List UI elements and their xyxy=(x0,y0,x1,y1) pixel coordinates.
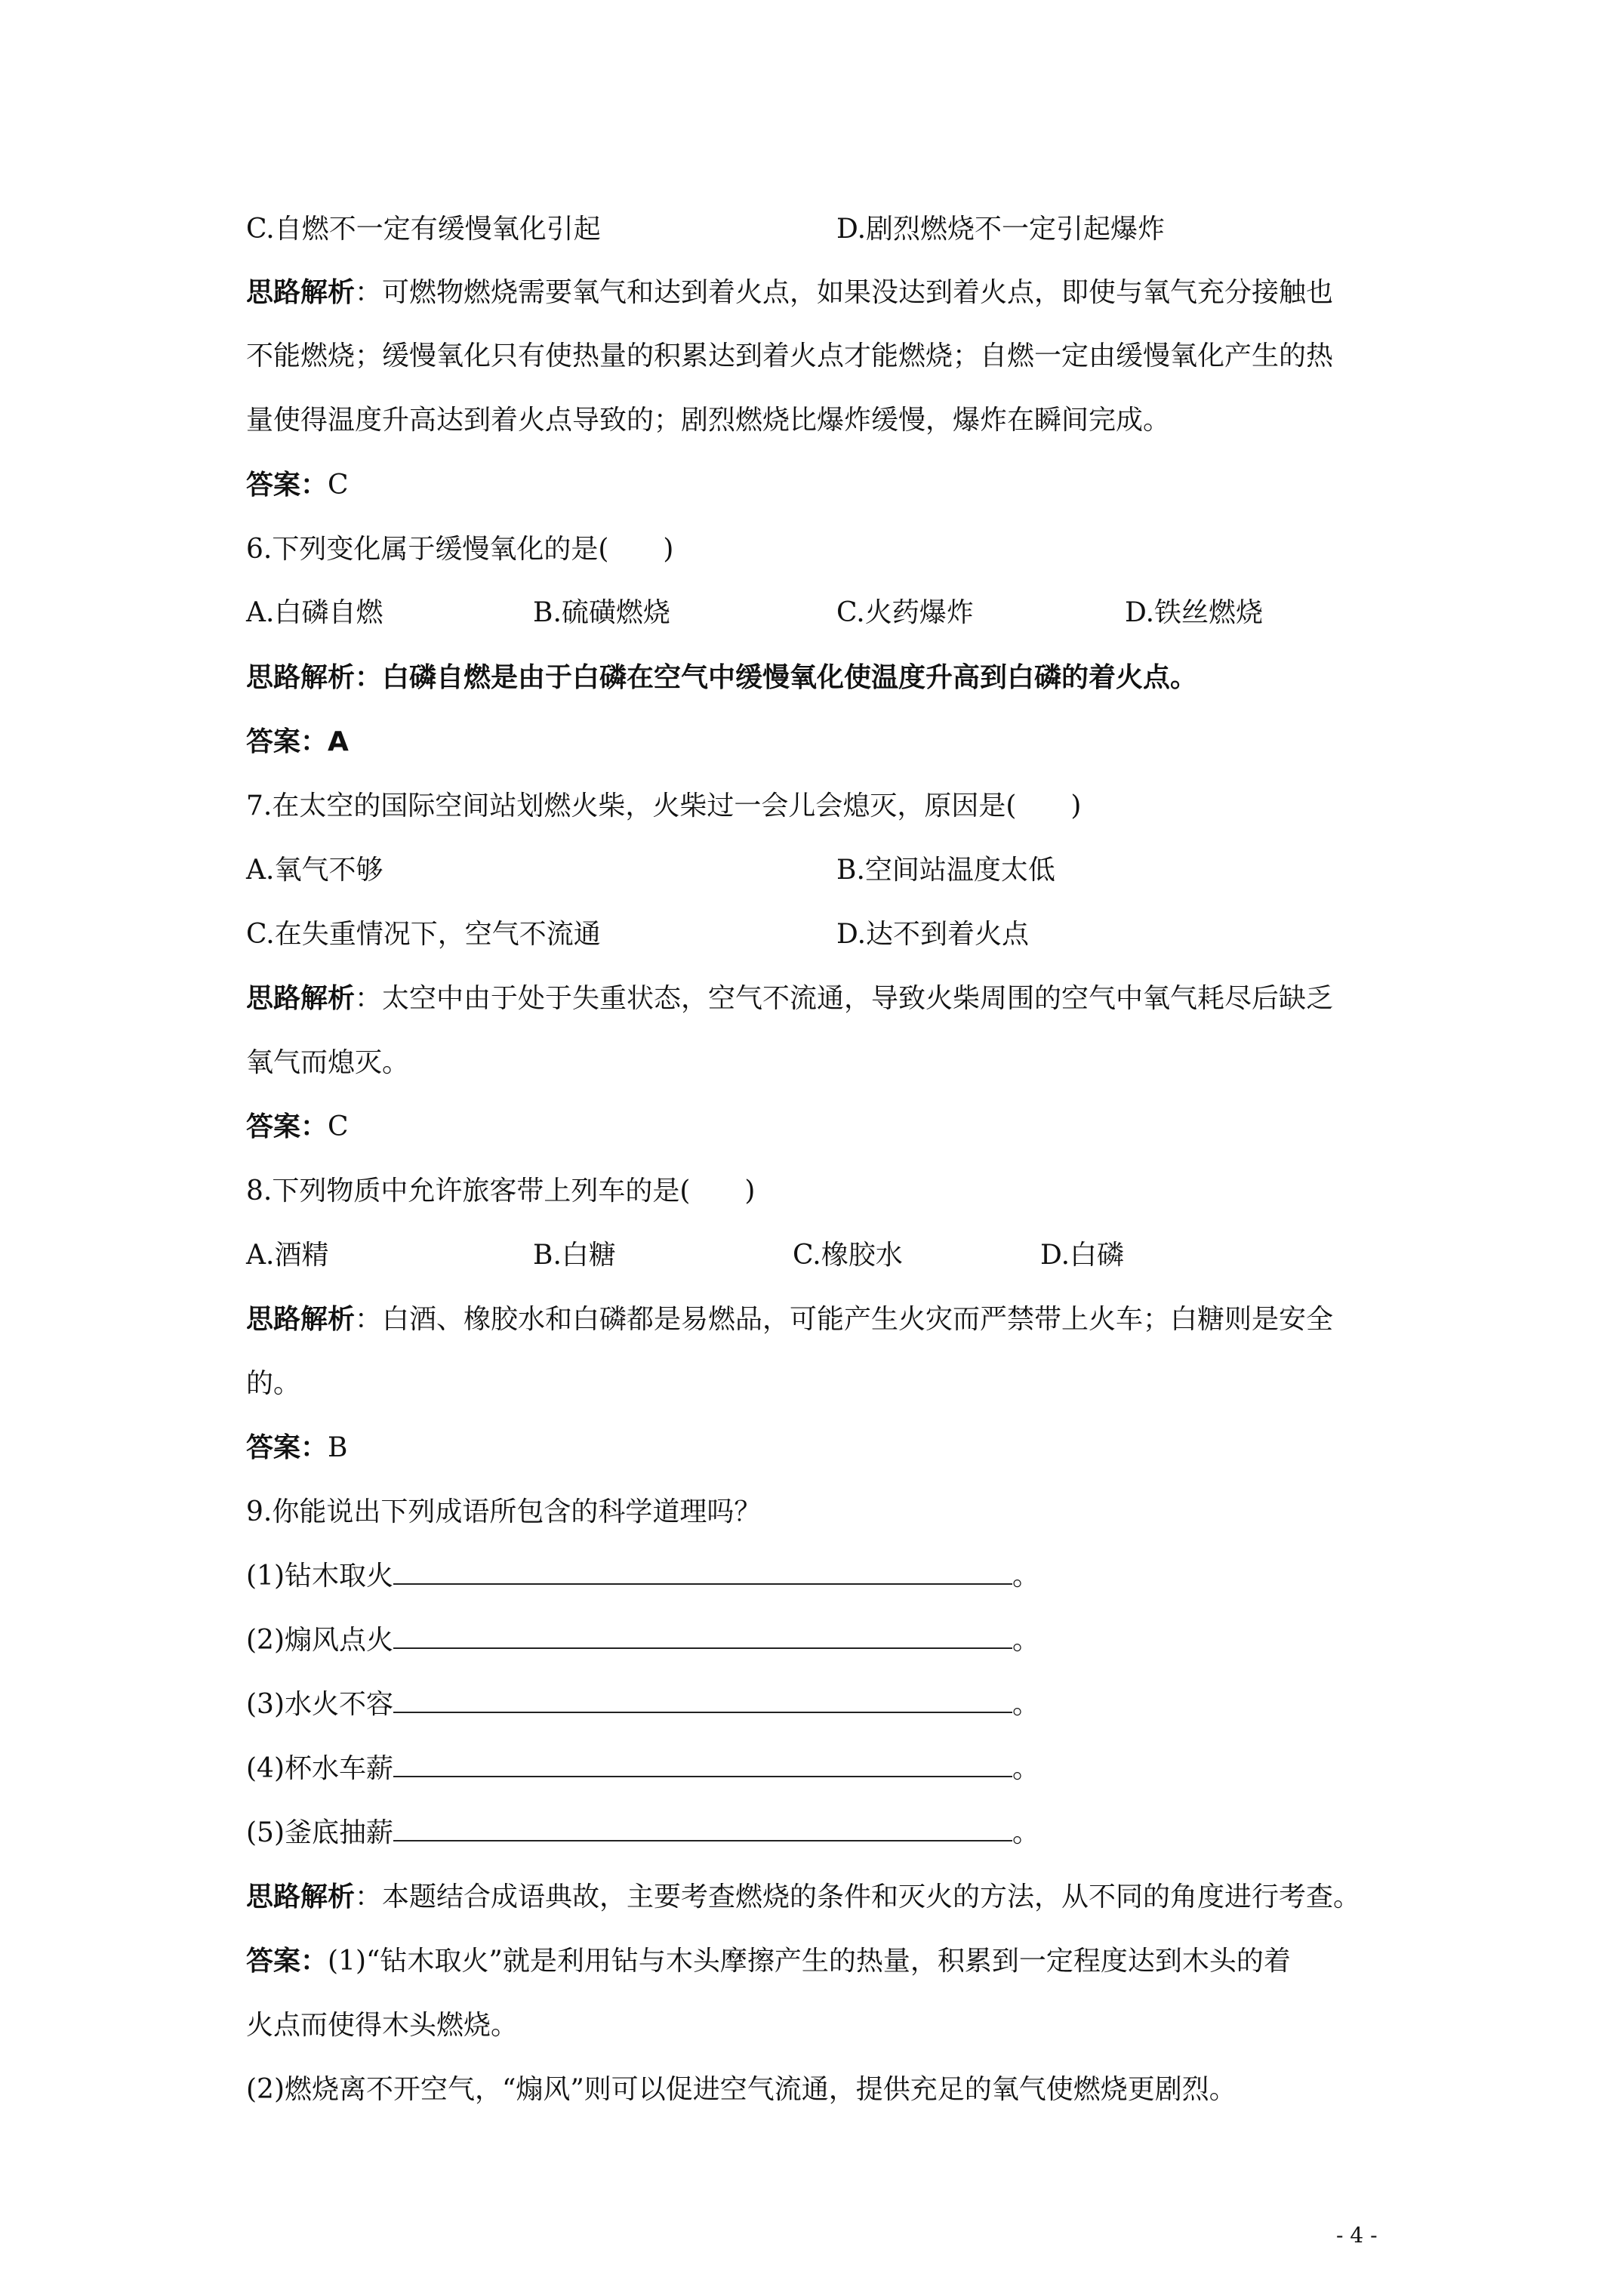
q9-analysis-line-1 xyxy=(246,1878,1360,1917)
q8-option-b: B.白糖 xyxy=(533,1240,616,1271)
q6-option-d: D.铁丝燃烧 xyxy=(1125,597,1264,628)
q8-option-a: A.酒精 xyxy=(246,1240,329,1271)
q8-option-d: D.白磷 xyxy=(1040,1240,1125,1271)
q9-item-4 xyxy=(246,1749,1039,1789)
q8-answer xyxy=(246,1428,347,1468)
analysis-label: 思路解析 xyxy=(246,1881,356,1912)
answer-blank[interactable] xyxy=(393,1814,1012,1841)
end-mark: 。 xyxy=(1012,1817,1040,1848)
q9-item-5 xyxy=(246,1814,1039,1853)
q7-stem: 7.在太空的国际空间站划燃火柴，火柴过一会儿会熄灭，原因是( ) xyxy=(246,791,1082,821)
q5-answer xyxy=(246,466,349,505)
q6-analysis-line-1 xyxy=(246,658,1197,698)
analysis-label: 思路解析 xyxy=(246,983,356,1014)
q5-analysis-line-2: 不能燃烧；缓慢氧化只有使热量的积累达到着火点才能燃烧；自燃一定由缓慢氧化产生的热 xyxy=(246,341,1334,371)
answer-blank[interactable] xyxy=(393,1750,1012,1777)
answer-blank[interactable] xyxy=(393,1622,1012,1649)
answer-blank[interactable] xyxy=(393,1686,1012,1713)
q7-option-d: D.达不到着火点 xyxy=(836,919,1030,950)
answer-label: 答案： xyxy=(246,726,328,757)
q6-option-a: A.白磷自燃 xyxy=(246,597,383,628)
q6-stem: 6.下列变化属于缓慢氧化的是( ) xyxy=(246,534,674,565)
q8-analysis-line-2: 的。 xyxy=(246,1368,301,1399)
q7-analysis-line-1 xyxy=(246,979,1333,1019)
q7-option-a: A.氧气不够 xyxy=(246,855,383,886)
answer-label: 答案： xyxy=(246,1111,328,1142)
end-mark: 。 xyxy=(1012,1561,1040,1592)
q6-option-c: C.火药爆炸 xyxy=(836,597,974,628)
analysis-text: ：太空中由于处于失重状态，空气不流通，导致火柴周围的空气中氧气耗尽后缺乏 xyxy=(355,983,1334,1014)
end-mark: 。 xyxy=(1012,1689,1040,1720)
q6-option-b: B.硫磺燃烧 xyxy=(533,597,670,628)
answer-label: 答案： xyxy=(246,470,328,501)
q9-item-label: (1)钻木取火 xyxy=(246,1561,393,1592)
q5-option-d: D.剧烈燃烧不一定引起爆炸 xyxy=(836,214,1166,245)
q6-answer xyxy=(246,723,349,762)
q5-option-c: C.自燃不一定有缓慢氧化引起 xyxy=(246,214,601,245)
q9-item-label: (2)煽风点火 xyxy=(246,1625,393,1656)
answer-label: 答案： xyxy=(246,1946,328,1977)
analysis-text: ：可燃物燃烧需要氧气和达到着火点，如果没达到着火点，即使与氧气充分接触也 xyxy=(355,277,1334,308)
q9-item-3 xyxy=(246,1685,1039,1724)
q9-item-1 xyxy=(246,1557,1039,1596)
answer-value: B xyxy=(328,1432,348,1463)
q7-option-b: B.空间站温度太低 xyxy=(836,855,1055,886)
q7-option-c: C.在失重情况下，空气不流通 xyxy=(246,919,601,950)
analysis-text: ：白磷自燃是由于白磷在空气中缓慢氧化使温度升高到白磷的着火点。 xyxy=(355,662,1198,693)
q7-analysis-line-2: 氧气而熄灭。 xyxy=(246,1047,410,1078)
answer-value: C xyxy=(328,1111,349,1142)
analysis-label: 思路解析 xyxy=(246,277,356,308)
answer-text: (1)“钻木取火”就是利用钻与木头摩擦产生的热量，积累到一定程度达到木头的着 xyxy=(328,1946,1291,1977)
q9-item-label: (5)釜底抽薪 xyxy=(246,1817,393,1848)
q9-answer-line-1 xyxy=(246,1942,1291,1981)
q5-analysis-line-1 xyxy=(246,273,1333,313)
analysis-label: 思路解析 xyxy=(246,662,356,693)
answer-value: A xyxy=(328,726,349,757)
answer-blank[interactable] xyxy=(393,1558,1012,1585)
q9-answer-line-3: (2)燃烧离不开空气，“煽风”则可以促进空气流通，提供充足的氧气使燃烧更剧烈。 xyxy=(246,2074,1236,2105)
q9-item-2 xyxy=(246,1621,1039,1660)
page-number: - 4 - xyxy=(1336,2223,1378,2248)
q7-answer xyxy=(246,1108,349,1147)
end-mark: 。 xyxy=(1012,1753,1040,1784)
q5-analysis-line-3: 量使得温度升高达到着火点导致的；剧烈燃烧比爆炸缓慢，爆炸在瞬间完成。 xyxy=(246,405,1171,436)
q9-stem: 9.你能说出下列成语所包含的科学道理吗？ xyxy=(246,1496,762,1527)
q8-option-c: C.橡胶水 xyxy=(793,1240,903,1271)
answer-label: 答案： xyxy=(246,1432,328,1463)
end-mark: 。 xyxy=(1012,1625,1040,1656)
analysis-text: ：白酒、橡胶水和白磷都是易燃品，可能产生火灾而严禁带上火车；白糖则是安全 xyxy=(355,1304,1334,1335)
answer-value: C xyxy=(328,470,349,501)
analysis-label: 思路解析 xyxy=(246,1304,356,1335)
q9-answer-line-2: 火点而使得木头燃烧。 xyxy=(246,2010,519,2041)
analysis-text: ：本题结合成语典故，主要考查燃烧的条件和灭火的方法，从不同的角度进行考查。 xyxy=(355,1881,1361,1912)
q9-item-label: (4)杯水车薪 xyxy=(246,1753,393,1784)
q9-item-label: (3)水火不容 xyxy=(246,1689,393,1720)
q8-analysis-line-1 xyxy=(246,1300,1333,1339)
q8-stem: 8.下列物质中允许旅客带上列车的是( ) xyxy=(246,1176,756,1207)
